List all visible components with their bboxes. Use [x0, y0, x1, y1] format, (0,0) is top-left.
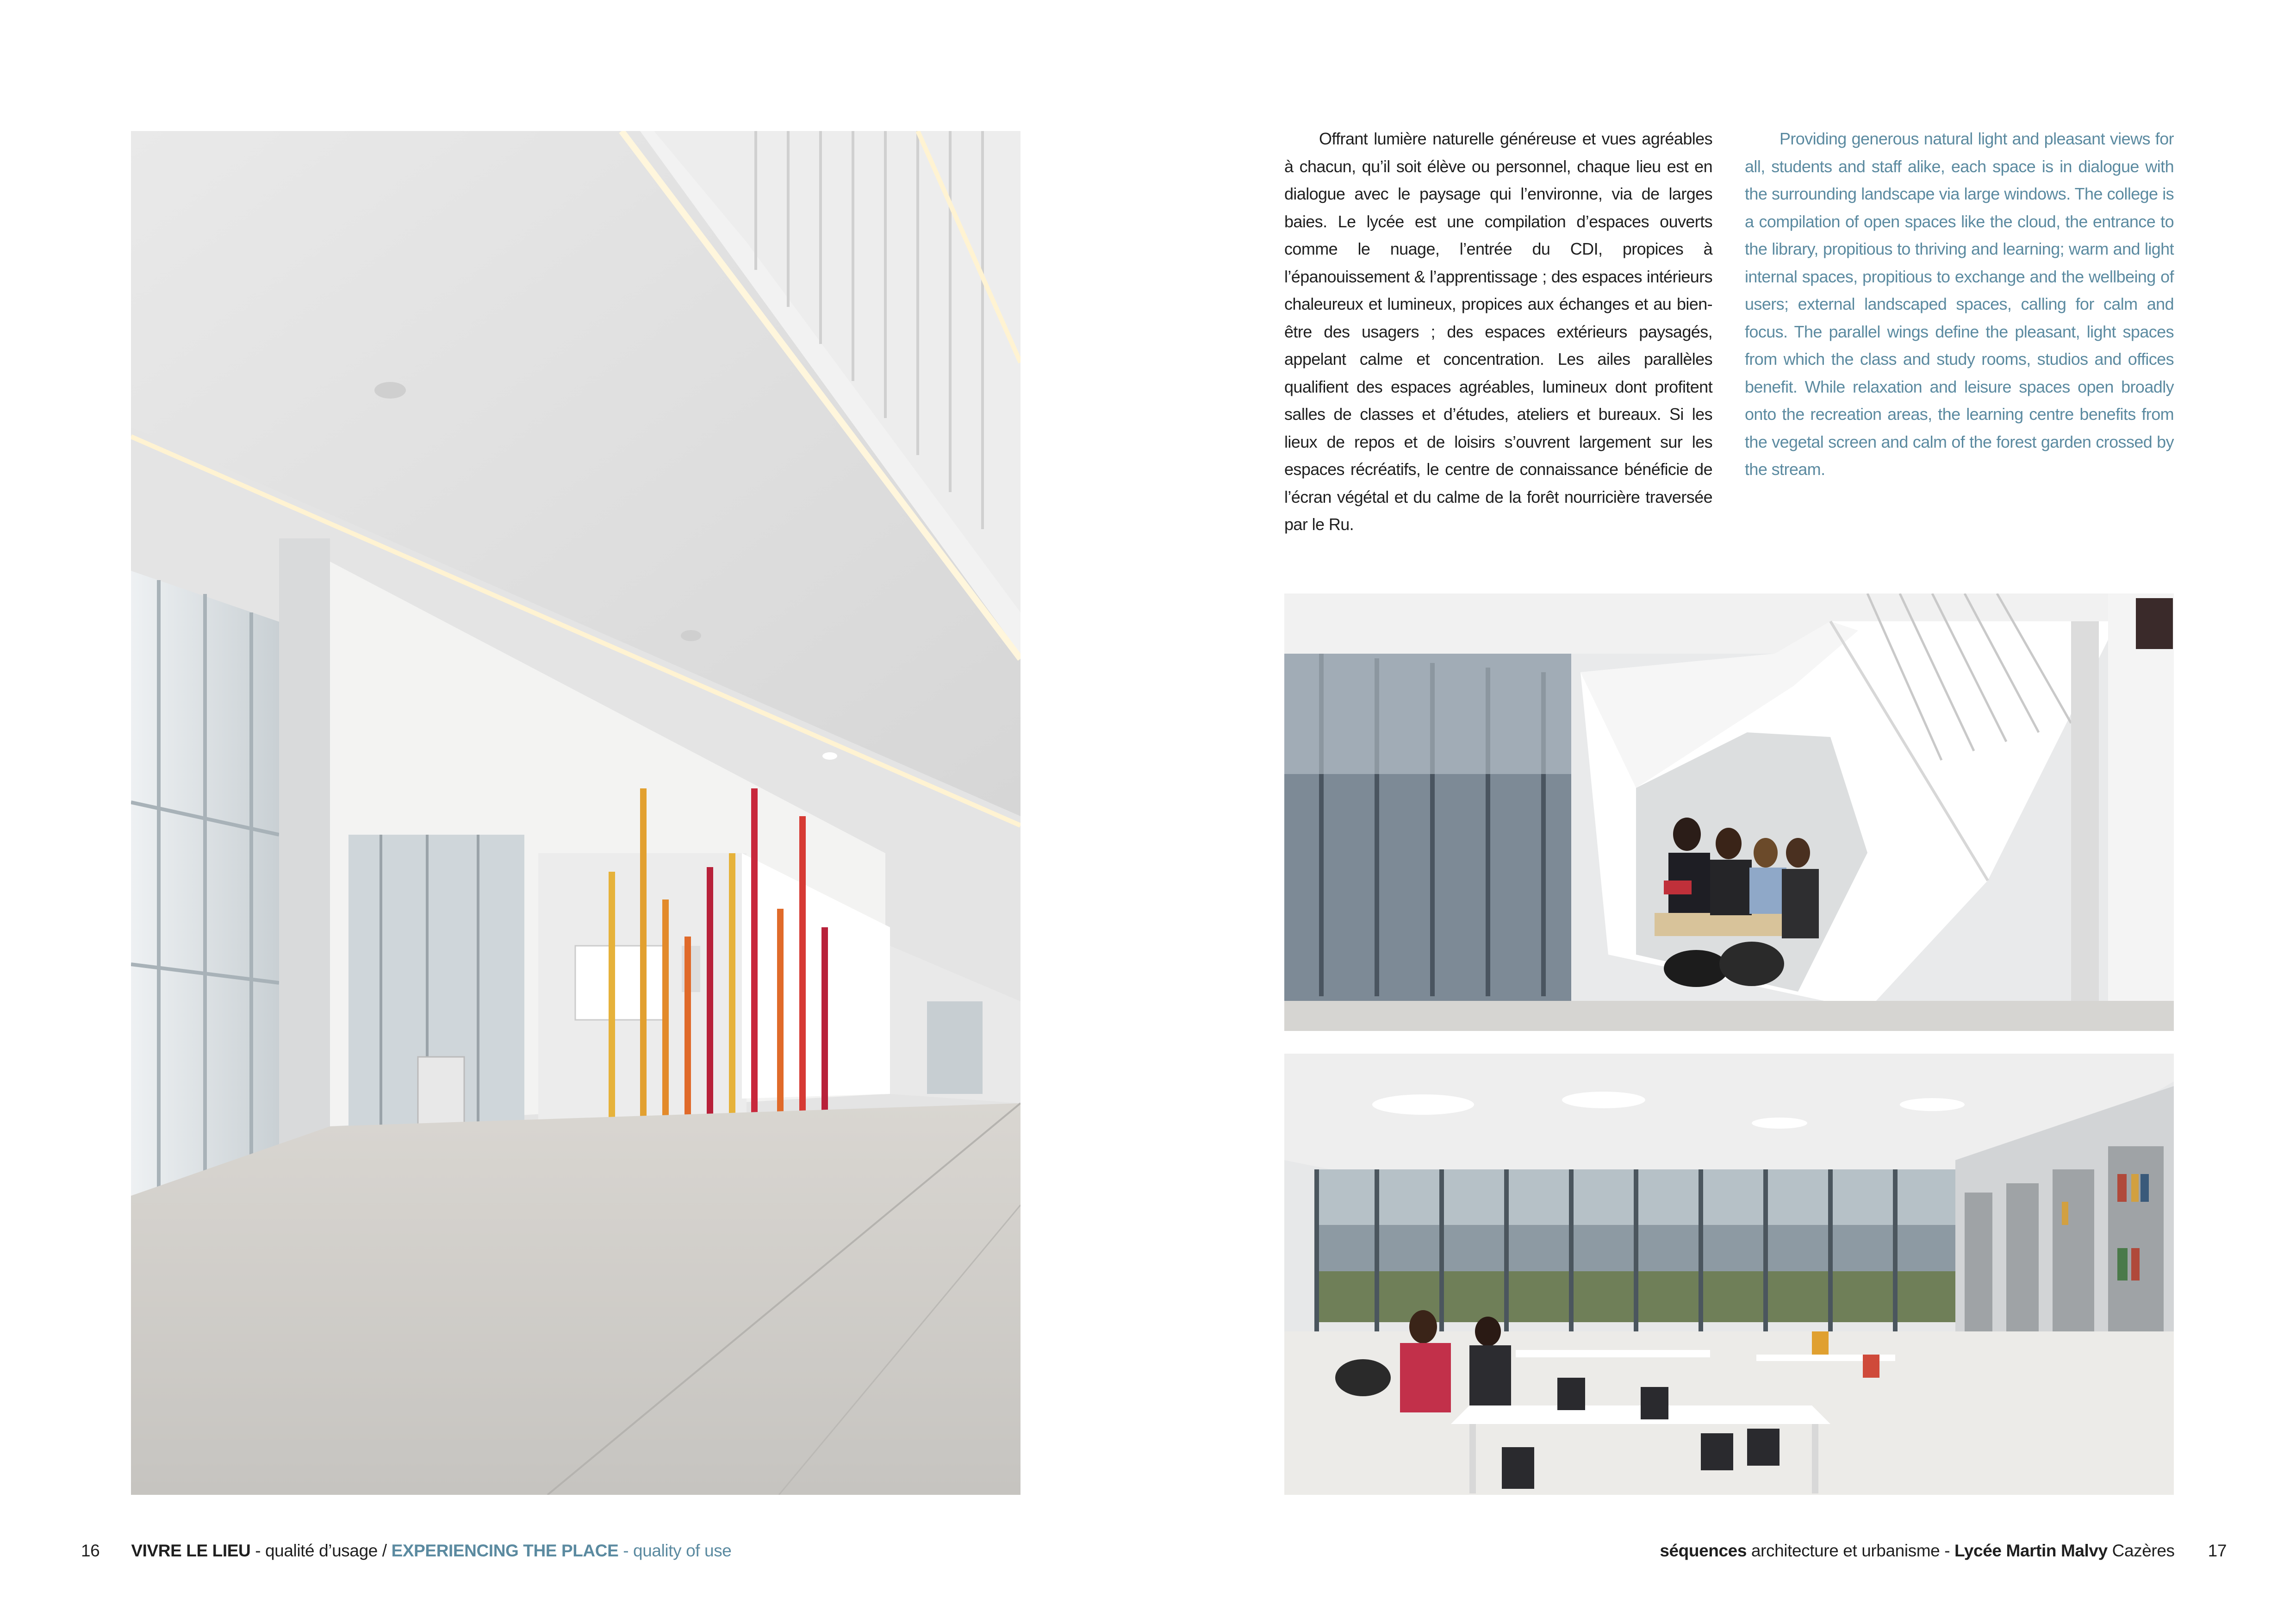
stair-illustration	[1284, 593, 2174, 1031]
section-title-fr: VIVRE LE LIEU	[131, 1541, 251, 1560]
brand-descriptor: architecture et urbanisme -	[1747, 1541, 1955, 1560]
photo-library	[1284, 1054, 2174, 1495]
section-title-en: EXPERIENCING THE PLACE	[391, 1541, 619, 1560]
section-subtitle-en: - quality of use	[618, 1541, 732, 1560]
photo-atrium-hall	[131, 131, 1020, 1495]
section-subtitle-fr: - qualité d’usage /	[250, 1541, 392, 1560]
brand-name: séquences	[1660, 1541, 1747, 1560]
footer-right	[1660, 1541, 2227, 1561]
paragraph-french: Offrant lumière naturelle généreuse et vues agréables à chacun, qu’il soit élève ou personnel, chaque lieu est en dialogue avec le paysage qui l’environne, via de larges baies. Le lycée est une compilation d’espaces ouverts comme le nuage, l’entrée du CDI, propices à l’épanouissement & l’apprentissage ; des espaces intérieurs chaleureux et lumineux, propices aux échanges et au bien-être des usagers ; des espaces extérieurs paysagés, appelant calme et concentration. Les ailes parallèles qualifient des espaces agréables, lumineux dont profitent salles de classes et d’études, ateliers et bureaux. Si les lieux de repos et de loisirs s’ouvrent largement sur les espaces récréatifs, le centre de connaissance bénéficie de l’écran végétal et du calme de la forêt nourricière traversée par le Ru.	[1284, 129, 1712, 534]
project-name: Lycée Martin Malvy	[1954, 1541, 2108, 1560]
library-illustration	[1284, 1054, 2174, 1495]
atrium-illustration	[131, 131, 1020, 1495]
footer-left	[81, 1541, 731, 1561]
page-number-left: 16	[81, 1541, 100, 1560]
page-number-right: 17	[2208, 1541, 2227, 1560]
project-city: Cazères	[2107, 1541, 2175, 1560]
paragraph-english: Providing generous natural light and pleasant views for all, students and staff alike, each space is in dialogue with the surrounding landscape via large windows. The college is a compilation of open spaces like the cloud, the entrance to the library, propitious to thriving and learning; warm and light internal spaces, propitious to exchange and the wellbeing of users; external landscaped spaces, calling for calm and focus. The parallel wings define the pleasant, light spaces from which the class and study rooms, studios and offices benefit. While relaxation and leisure spaces open broadly onto the recreation areas, the learning centre benefits from the vegetal screen and calm of the forest garden crossed by the stream.	[1745, 129, 2174, 479]
body-text-english	[1745, 125, 2174, 483]
body-text-french	[1284, 125, 1712, 538]
photo-stair-seating	[1284, 593, 2174, 1031]
